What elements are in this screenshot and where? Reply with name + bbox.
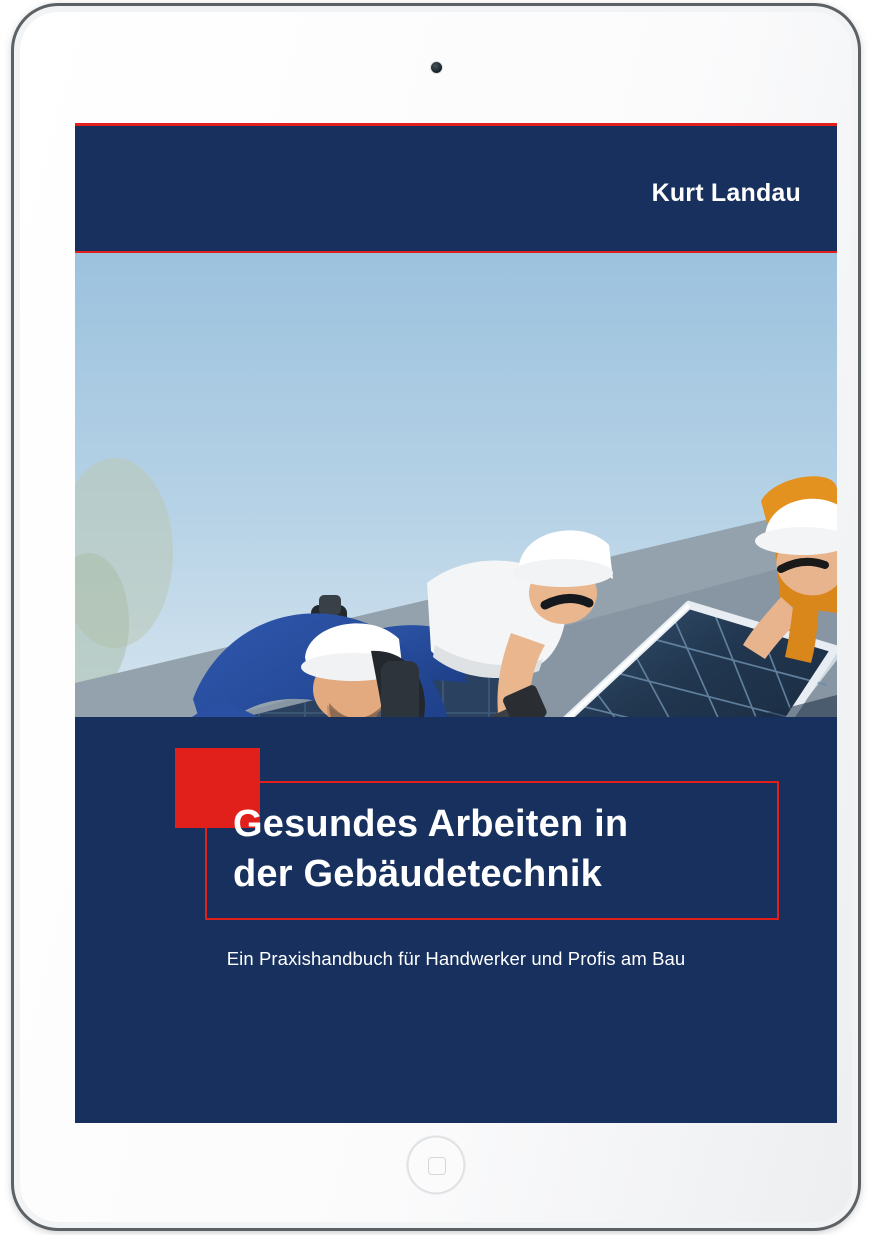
tablet-screen-bezel [20, 12, 852, 1222]
home-button[interactable] [407, 1136, 465, 1194]
home-square-icon [428, 1157, 446, 1175]
cover-photo [75, 253, 837, 717]
tablet-device [14, 6, 858, 1228]
book-title-line-2: der Gebäudetechnik [233, 853, 602, 896]
camera-icon [431, 62, 442, 73]
cover-photo-illustration [75, 253, 837, 717]
book-subtitle: Ein Praxishandbuch für Handwerker und Profis am Bau [226, 948, 686, 969]
book-title-line-1: Gesundes Arbeiten in [233, 803, 629, 845]
book-cover [75, 123, 837, 1123]
author-name: Kurt Landau [651, 179, 801, 207]
book-title [233, 799, 793, 899]
